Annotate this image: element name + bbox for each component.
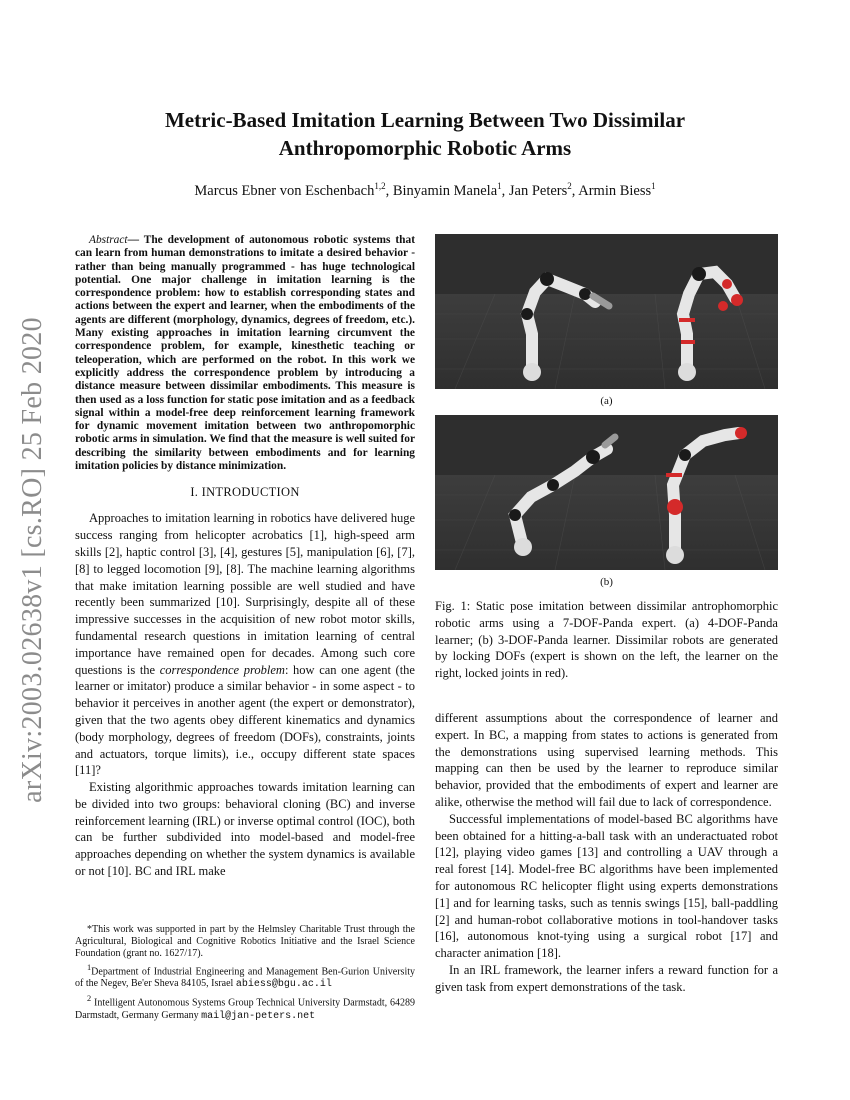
abstract-label: Abstract <box>89 234 128 246</box>
figure-panel-a <box>435 234 778 389</box>
arxiv-id-text: arXiv:2003.02638v1 [cs.RO] 25 Feb 2020 <box>17 317 48 803</box>
footnote-affiliation-1: $^1$Department of Industrial Engineering and Management Ben-Gurion University of the Negev, Be'er Sheva 84105, Israel abiess@bgu.ac.il <box>75 963 415 991</box>
author-affiliation: 1 <box>497 181 502 191</box>
title-line-2: Anthropomorphic Robotic Arms <box>278 136 572 160</box>
author-affiliation: 2 <box>567 181 572 191</box>
email-link[interactable]: abiess@bgu.ac.il <box>235 979 332 991</box>
paper-title <box>80 106 770 162</box>
learner-robot-arm <box>678 267 743 381</box>
intro-paragraph-2: Existing algorithmic approaches towards imitation learning can be divided into two groups: behavioral cloning (BC) and inverse reinforcement learning (IRL) or inverse optimal control (IOC), both can be further subdivided into model-based and model-free approaches depending on whether the system dynamics is available or not [10]. BC and IRL make <box>75 780 415 879</box>
figure-caption: Fig. 1: Static pose imitation between dissimilar antrophomorphic robotic arms using a 7-DOF-Panda expert. (a) 4-DOF-Panda learner; (b) 3-DOF-Panda learner. Dissimilar robots are generated by locking DOFs (expert is shown on the left, the learner on the right, locked joints in red). <box>435 599 778 681</box>
intro-paragraph-1: Approaches to imitation learning in robotics have delivered huge success ranging from helicopter acrobatics [1], high-speed arm skills [2], haptic control [3], [4], gestures [5], manipulation [6], [7], [8] to legged locomotion [9], [8]. The machine learning algorithms that make imitation learning possible are well studied and have recently been summarized [10]. Surprisingly, despite all of these impressive successes in the acquisition of new robot motor skills, fundamental research questions in imitation learning of central importance have remained open for decades. Among such core questions is the correspondence problem: how can one agent (the learner or imitator) produce a similar behavior - in some aspect - to behavior it perceives in another agent (the expert or demonstrator), given that the two agents obey different kinematics and dynamics (body morphology, degrees of freedom (DOFs), constraints, joints and actuators, torque limits), i.e., occupy different state spaces [11]? <box>75 511 415 778</box>
robot-arms-image-b <box>435 415 778 570</box>
footnote-funding: *This work was supported in part by the Helmsley Charitable Trust through the Agricultural, Biological and Cognitive Robotics Initiative and the Israel Science Foundation (grant no. 1627/17). <box>75 924 415 959</box>
email-link[interactable]: mail@jan-peters.net <box>201 1010 316 1022</box>
author-affiliation: 1 <box>651 181 656 191</box>
robot-arms-image-a <box>435 234 778 389</box>
abstract-text: — The development of autonomous robotic systems that can learn from human demonstrations to imitate a desired behavior - rather than being manually programmed - has huge technological potential. One major challenge in imitation learning is the correspondence problem: how to establish corresponding states and actions between the expert and learner, when the embodiments of the agents are different (morphology, dynamics, degrees of freedom, etc.). Many existing approaches in imitation learning circumvent the correspondence problem, for example, kinesthetic teaching or teleoperation, which are performed on the robot. In this work we explicitly address the correspondence problem by introducing a distance measure between dissimilar embodiments. This measure is then used as a loss function for static pose imitation and as a feedback signal within a model-free deep reinforcement learning framework for dynamic movement imitation between two anthropomorphic robotic arms in simulation. We find that the measure is well suited for describing the similarity between embodiments and for learning imitation policies by distance minimization. <box>75 234 415 473</box>
emphasis-text: correspondence problem <box>159 662 285 677</box>
author-affiliation: 1,2 <box>374 181 386 191</box>
body-paragraph: Successful implementations of model-based BC algorithms have been obtained for a hitting-a-ball task with an underactuated robot [12], playing video games [13] and controlling a UAV through a real forest [14]. Model-free BC algorithms have been implemented for autonomous RC helicopter flight using experts demonstrations [1] and for learning tasks, such as tennis swings [15], ball-paddling [2] and human-robot collaborative motions in tool-handover tasks [16], autonomous knot-tying using a surgical robot [17] and character animation [18]. <box>435 811 778 961</box>
section-heading-introduction: I. INTRODUCTION <box>190 485 300 500</box>
author-list: Marcus Ebner von Eschenbach$^{1,2}$, Binyamin Manela$^1$, Jan Peters$^2$, Armin Biess$^1$ <box>194 181 656 199</box>
author-name: Jan Peters <box>508 182 568 199</box>
expert-robot-arm <box>521 272 609 381</box>
author-name: Armin Biess <box>578 182 652 199</box>
subfigure-label-a: (a) <box>600 395 613 407</box>
subfigure-label-b: (b) <box>600 576 613 588</box>
footnotes <box>75 924 415 1025</box>
footnote-affiliation-2: $^2$ Intelligent Autonomous Systems Group Technical University Darmstadt, 64289 Darmstadt, Germany Germany mail@jan-peters.net <box>75 994 415 1022</box>
arxiv-identifier <box>8 295 58 825</box>
author-name: Marcus Ebner von Eschenbach <box>194 182 375 199</box>
body-paragraph: In an IRL framework, the learner infers a reward function for a given task from expert demonstrations of the task. <box>435 962 778 994</box>
author-name: Binyamin Manela <box>392 182 498 199</box>
right-column-text <box>435 710 778 996</box>
figure-panel-b <box>435 415 778 570</box>
figure-1 <box>435 234 778 682</box>
title-line-1: Metric-Based Imitation Learning Between Two Dissimilar <box>164 108 686 132</box>
learner-robot-arm <box>666 427 747 564</box>
abstract <box>75 234 415 473</box>
left-column <box>75 234 415 880</box>
body-paragraph: different assumptions about the correspondence of learner and expert. In BC, a mapping from states to actions is generated from the demonstrations using supervised learning methods. This mapping can then be used by the learner to reproduce similar behavior, provided that the embodiments of expert and learner are alike, otherwise the method will fail due to lack of correspondence. <box>435 711 778 809</box>
grid-lines <box>435 475 778 570</box>
